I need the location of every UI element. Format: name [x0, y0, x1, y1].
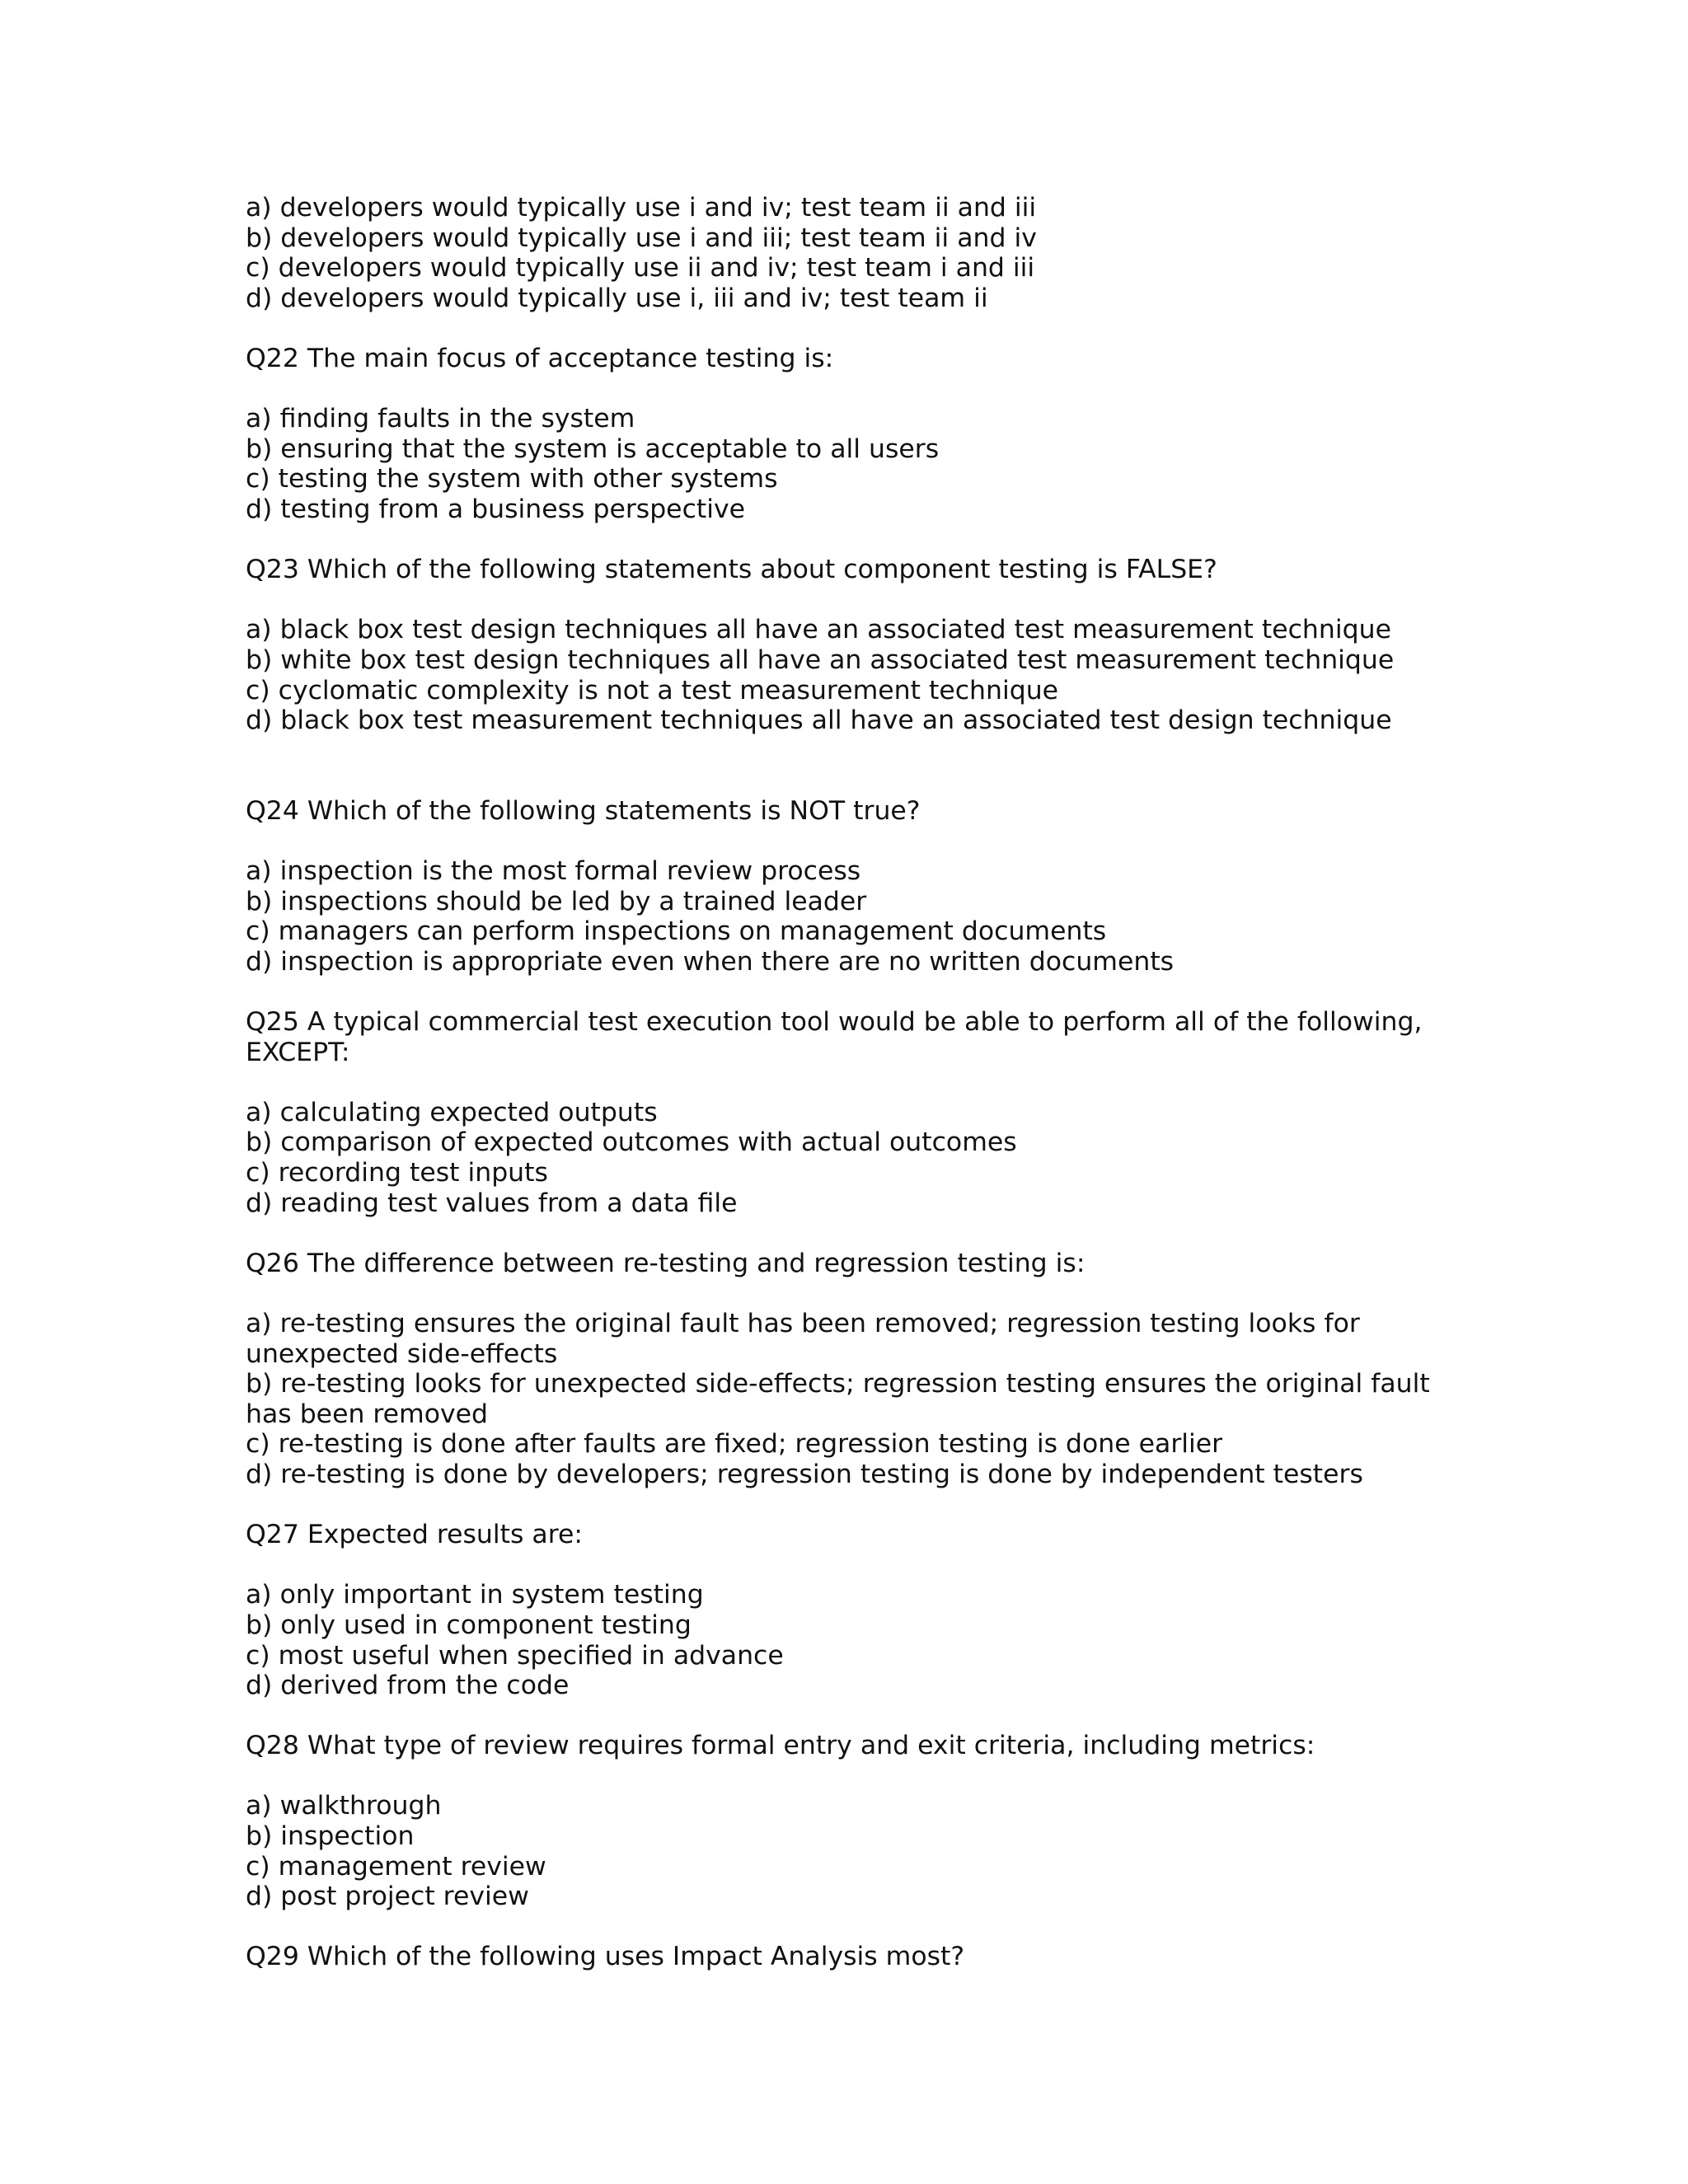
option-line: b) white box test design techniques all have an associated test measurement technique: [246, 644, 1395, 675]
question-q24: [246, 796, 1465, 977]
option-line: c) cyclomatic complexity is not a test measurement technique: [246, 675, 1059, 705]
option-list: [246, 1309, 1465, 1490]
question-q25: [246, 1007, 1465, 1218]
option-list: [246, 1791, 1465, 1911]
question-stem: Q25 A typical commercial test execution tool would be able to perform all of the following,: [246, 1007, 1423, 1038]
carry-over-options: [246, 193, 1465, 313]
option-line: b) only used in component testing: [246, 1610, 692, 1640]
option-line: a) developers would typically use i and iv; test team ii and iii: [246, 193, 1037, 223]
option-line: c) testing the system with other systems: [246, 464, 778, 494]
option-line: c) recording test inputs: [246, 1158, 548, 1188]
option-line: d) derived from the code: [246, 1671, 570, 1701]
option-list: [246, 404, 1465, 524]
option-line: a) re-testing ensures the original fault has been removed; regression testing looks for: [246, 1308, 1360, 1338]
question-stem: Q22 The main focus of acceptance testing is:: [246, 343, 834, 373]
option-line: a) only important in system testing: [246, 1580, 704, 1610]
question-stem: Q24 Which of the following statements is NOT true?: [246, 795, 921, 826]
option-line: d) reading test values from a data file: [246, 1188, 738, 1218]
option-line: a) finding faults in the system: [246, 404, 635, 434]
question-q22: [246, 344, 1465, 525]
question-list: [246, 193, 1465, 1972]
option-line: d) inspection is appropriate even when there are no written documents: [246, 946, 1175, 977]
option-line: c) most useful when specified in advance: [246, 1640, 784, 1671]
option-line: a) walkthrough: [246, 1791, 442, 1821]
option-list: [246, 1580, 1465, 1700]
option-list: [246, 1098, 1465, 1218]
option-line: c) management review: [246, 1851, 546, 1882]
option-list: [246, 856, 1465, 977]
option-line: b) developers would typically use i and iii; test team ii and iv: [246, 223, 1037, 253]
question-stem: Q29 Which of the following uses Impact Analysis most?: [246, 1942, 965, 1972]
option-line: c) developers would typically use ii and iv; test team i and iii: [246, 253, 1035, 284]
option-line: c) re-testing is done after faults are fixed; regression testing is done earlier: [246, 1429, 1223, 1460]
option-line: a) inspection is the most formal review process: [246, 856, 861, 887]
option-line: c) managers can perform inspections on management documents: [246, 916, 1107, 947]
option-line: unexpected side-effects: [246, 1338, 558, 1369]
question-q29: [246, 1942, 1465, 1972]
option-line: d) re-testing is done by developers; regression testing is done by independent testers: [246, 1459, 1363, 1489]
question-stem: Q27 Expected results are:: [246, 1520, 583, 1550]
option-line: d) testing from a business perspective: [246, 494, 746, 524]
option-line: b) inspections should be led by a trained leader: [246, 886, 867, 916]
question-q26: [246, 1249, 1465, 1490]
question-q23: [246, 555, 1465, 736]
option-line: b) comparison of expected outcomes with actual outcomes: [246, 1127, 1017, 1158]
option-line: b) inspection: [246, 1821, 415, 1852]
option-line: a) black box test design techniques all have an associated test measurement technique: [246, 615, 1391, 645]
option-line: d) black box test measurement techniques all have an associated test design technique: [246, 705, 1392, 736]
option-list: [246, 615, 1465, 735]
option-line: has been removed: [246, 1399, 489, 1429]
option-line: b) re-testing looks for unexpected side-effects; regression testing ensures the original fault: [246, 1369, 1430, 1399]
question-stem: Q26 The difference between re-testing and regression testing is:: [246, 1248, 1085, 1278]
option-line: a) calculating expected outputs: [246, 1097, 658, 1127]
option-line: d) developers would typically use i, iii and iv; test team ii: [246, 283, 988, 313]
option-line: d) post project review: [246, 1882, 529, 1912]
question-stem: Q28 What type of review requires formal entry and exit criteria, including metrics:: [246, 1731, 1315, 1761]
question-q28: [246, 1731, 1465, 1912]
question-q27: [246, 1520, 1465, 1701]
question-stem: Q23 Which of the following statements about component testing is FALSE?: [246, 555, 1217, 585]
option-line: b) ensuring that the system is acceptable to all users: [246, 434, 940, 464]
question-stem: EXCEPT:: [246, 1037, 350, 1067]
